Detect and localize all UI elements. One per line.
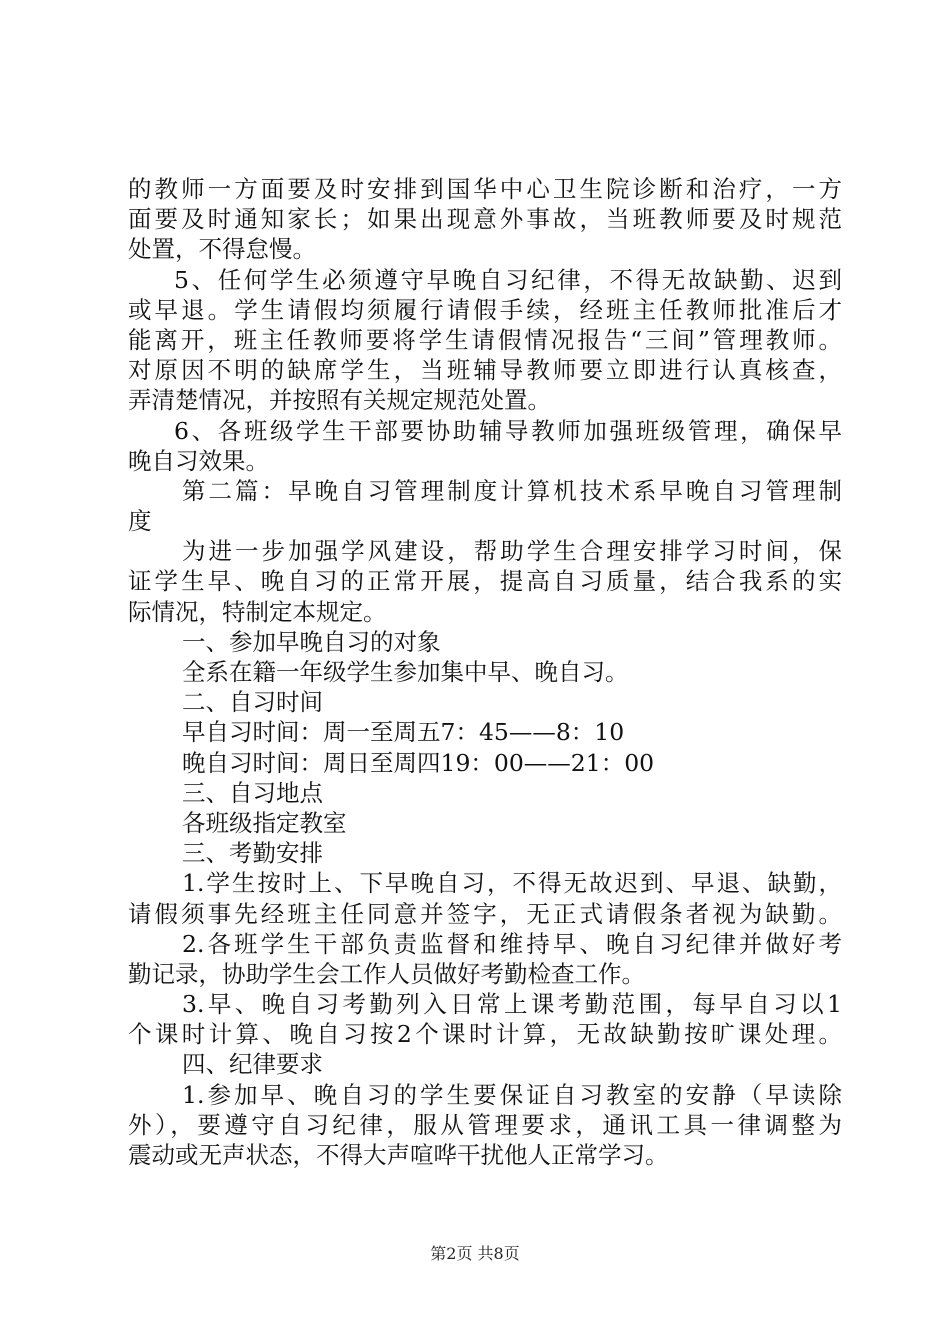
text-line: 对原因不明的缺席学生，当班辅导教师要立即进行认真核查， xyxy=(128,356,842,385)
text-line: 弄清楚情况，并按照有关规定规范处置。 xyxy=(128,386,551,415)
subheading: 三、考勤安排 xyxy=(182,839,323,868)
text-line: 的教师一方面要及时安排到国华中心卫生院诊断和治疗，一方 xyxy=(128,175,842,203)
text-line: 全系在籍一年级学生参加集中早、晚自习。 xyxy=(182,658,629,686)
text-line: 晚自习效果。 xyxy=(128,446,269,475)
text-line: 1.学生按时上、下早晚自习，不得无故迟到、早退、缺勤， xyxy=(182,869,842,898)
text-line: 晚自习时间：周日至周四19：00——21：00 xyxy=(182,748,655,777)
text-line: 请假须事先经班主任同意并签字，无正式请假条者视为缺勤。 xyxy=(128,899,842,928)
text-line: 为进一步加强学风建设，帮助学生合理安排学习时间，保 xyxy=(182,537,842,566)
text-line: 震动或无声状态，不得大声喧哗干扰他人正常学习。 xyxy=(128,1141,669,1169)
text-line: 3.早、晚自习考勤列入日常上课考勤范围，每早自习以1 xyxy=(182,990,842,1019)
section-heading: 第二篇：早晚自习管理制度计算机技术系早晚自习管理制 xyxy=(182,476,842,505)
subheading: 一、参加早晚自习的对象 xyxy=(182,627,441,656)
subheading: 二、自习时间 xyxy=(182,688,323,717)
text-line: 6、各班级学生干部要协助辅导教师加强班级管理，确保早 xyxy=(174,416,842,445)
text-line: 面要及时通知家长；如果出现意外事故，当班教师要及时规范 xyxy=(128,205,842,234)
text-line: 2.各班学生干部负责监督和维持早、晚自习纪律并做好考 xyxy=(182,929,842,958)
text-line: 处置，不得怠慢。 xyxy=(128,235,316,264)
text-line: 证学生早、晚自习的正常开展，提高自习质量，结合我系的实 xyxy=(128,567,842,596)
text-line: 或早退。学生请假均须履行请假手续，经班主任教师批准后才 xyxy=(128,295,842,324)
text-line: 勤记录，协助学生会工作人员做好考勤检查工作。 xyxy=(128,959,645,988)
subheading: 四、纪律要求 xyxy=(182,1050,323,1079)
text-line: 外），要遵守自习纪律，服从管理要求，通讯工具一律调整为 xyxy=(128,1110,842,1139)
text-line: 各班级指定教室 xyxy=(182,808,347,837)
text-line: 度 xyxy=(128,507,152,536)
text-line: 际情况，特制定本规定。 xyxy=(128,597,387,626)
text-line: 个课时计算、晚自习按2个课时计算，无故缺勤按旷课处理。 xyxy=(128,1020,842,1049)
text-line: 早自习时间：周一至周五7：45——8：10 xyxy=(182,718,625,747)
text-line: 5、任何学生必须遵守早晚自习纪律，不得无故缺勤、迟到 xyxy=(174,265,842,294)
text-line: 能离开，班主任教师要将学生请假情况报告“三间”管理教师。 xyxy=(128,325,842,354)
page-number-footer: 第2页 共8页 xyxy=(430,1244,520,1263)
document-body xyxy=(128,174,842,1170)
text-line: 1.参加早、晚自习的学生要保证自习教室的安静（早读除 xyxy=(182,1080,842,1109)
subheading: 三、自习地点 xyxy=(182,778,323,807)
